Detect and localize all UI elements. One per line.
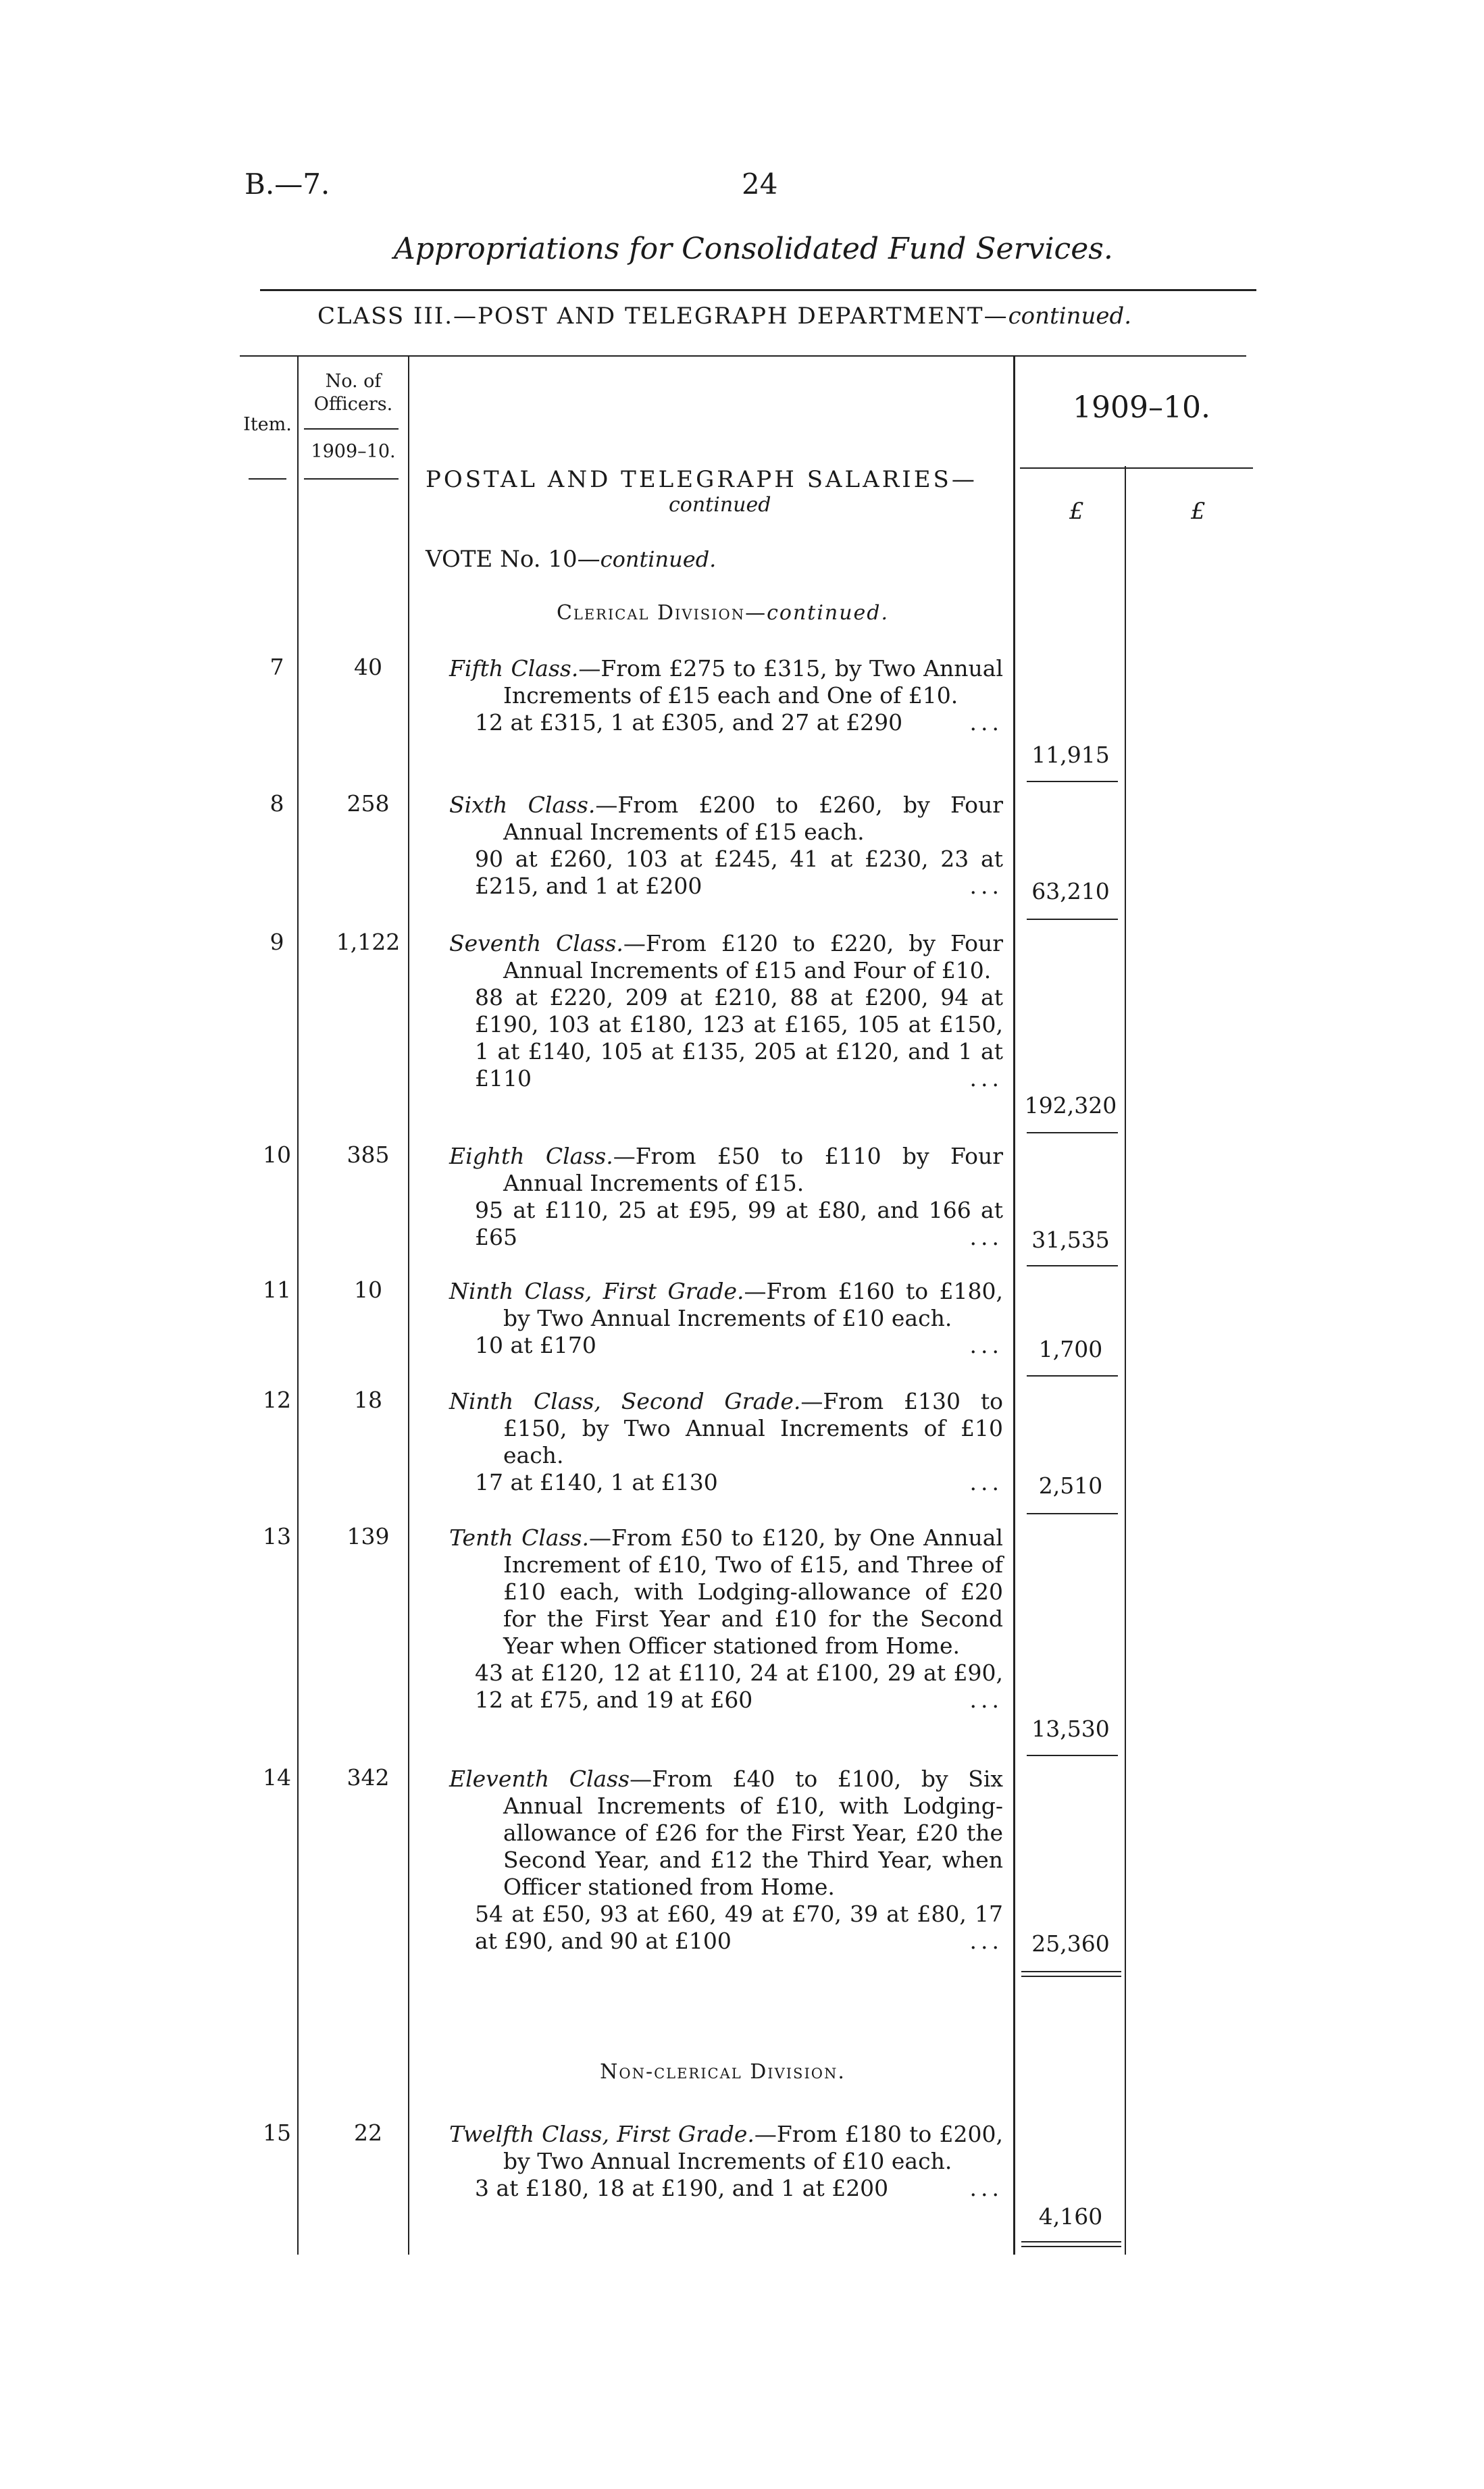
section-continued: continued (669, 493, 771, 517)
column-rule-description (1013, 357, 1015, 2255)
item-number: 14 (263, 1764, 291, 1791)
officer-count: 258 (347, 790, 390, 817)
header-rule (240, 355, 1246, 357)
item-amount: 2,510 (1038, 1472, 1103, 1499)
officer-count: 385 (347, 1141, 390, 1168)
item-amount: 25,360 (1031, 1930, 1110, 1957)
page-number: 24 (742, 168, 778, 201)
amount-rule (1027, 1375, 1118, 1377)
item-amount: 1,700 (1038, 1336, 1103, 1362)
item-amount: 192,320 (1024, 1092, 1117, 1119)
officer-count: 22 (354, 2120, 382, 2146)
item-number: 15 (263, 2120, 291, 2146)
item-description: Fifth Class.—From £275 to £315, by Two Annual Increments of £15 each and One of £10. 12 at £315, 1 at £305, and 27 at £290 ... (449, 655, 1003, 736)
column-rule-officers (408, 357, 409, 2255)
officer-count: 139 (347, 1523, 390, 1549)
officers-year-header: 1909–10. (311, 441, 396, 462)
column-rule-amount (1125, 466, 1126, 2255)
non-clerical-division-heading: Non-clerical Division. (600, 2060, 846, 2084)
year-header-rule (1020, 467, 1253, 469)
total-double-rule (1021, 1976, 1121, 1977)
amount-rule (1027, 1755, 1118, 1756)
officers-dash (304, 478, 399, 480)
officer-count: 10 (354, 1277, 382, 1303)
item-description: Tenth Class.—From £50 to £120, by One Annual Increment of £10, Two of £15, and Three of £10 each, with Lodging-allowance of £20 for the First Year and £10 for the Second Year when Officer stationed from Home. 43 at £120, 12 at £110, 24 at £100, 29 at £90, 12 at £75, and 19 at £60 ... (449, 1524, 1003, 1713)
officer-count: 342 (347, 1764, 390, 1791)
section-title: POSTAL AND TELEGRAPH SALARIES— (426, 466, 977, 493)
officer-count: 18 (354, 1387, 382, 1413)
item-number: 12 (263, 1387, 291, 1413)
total-double-rule (1021, 2246, 1121, 2247)
item-description: Ninth Class, Second Grade.—From £130 to £150, by Two Annual Increments of £10 each. 17 at £140, 1 at £130 ... (449, 1388, 1003, 1495)
pound-sign-left: £ (1069, 498, 1084, 525)
item-number: 13 (263, 1523, 291, 1549)
officer-count: 1,122 (336, 929, 401, 955)
item-number: 7 (270, 654, 284, 680)
top-rule (260, 289, 1256, 291)
item-number: 10 (263, 1141, 291, 1168)
item-number: 11 (263, 1277, 291, 1303)
item-amount: 13,530 (1031, 1716, 1110, 1742)
officers-column-header: No. of Officers. (313, 371, 393, 415)
year-column-header: 1909–10. (1073, 390, 1210, 425)
item-amount: 31,535 (1031, 1227, 1110, 1253)
amount-rule (1027, 1265, 1118, 1266)
item-description: Eleventh Class—From £40 to £100, by Six Annual Increments of £10, with Lodging-allowance of £26 for the First Year, £20 the Second Year, and £12 the Third Year, when Officer stationed from Home. 54 at £50, 93 at £60, 49 at £70, 39 at £80, 17 at £90, and 90 at £100 ... (449, 1766, 1003, 1954)
total-double-rule (1021, 1971, 1121, 1972)
officer-count: 40 (354, 654, 382, 680)
item-description: Seventh Class.—From £120 to £220, by Four Annual Increments of £15 and Four of £10. 88 at £220, 209 at £210, 88 at £200, 94 at £190, 103 at £180, 123 at £165, 105 at £150, 1 at £140, 105 at £135, 205 at £120, and 1 at £110 ... (449, 930, 1003, 1092)
amount-rule (1027, 919, 1118, 920)
document-reference: B.—7. (245, 168, 330, 201)
class-heading: CLASS III.—POST AND TELEGRAPH DEPARTMENT—continued. (317, 303, 1132, 330)
total-double-rule (1021, 2241, 1121, 2242)
pound-sign-right: £ (1191, 498, 1206, 525)
vote-heading: VOTE No. 10—continued. (426, 546, 717, 573)
item-description: Ninth Class, First Grade.—From £160 to £180, by Two Annual Increments of £10 each. 10 at £170 ... (449, 1278, 1003, 1358)
officers-header-rule (304, 428, 399, 430)
item-description: Eighth Class.—From £50 to £110 by Four Annual Increments of £15. 95 at £110, 25 at £95, 99 at £80, and 166 at £65 ... (449, 1143, 1003, 1250)
amount-rule (1027, 781, 1118, 782)
item-dash (249, 478, 286, 480)
amount-rule (1027, 1513, 1118, 1514)
page-subtitle: Appropriations for Consolidated Fund Services. (394, 232, 1113, 266)
clerical-division-heading: Clerical Division—continued. (556, 601, 890, 625)
amount-rule (1027, 1132, 1118, 1133)
item-description: Sixth Class.—From £200 to £260, by Four Annual Increments of £15 each. 90 at £260, 103 at £245, 41 at £230, 23 at £215, and 1 at £200 ... (449, 792, 1003, 899)
column-rule-item (297, 357, 299, 2255)
item-amount: 4,160 (1038, 2203, 1103, 2230)
item-column-header: Item. (243, 414, 292, 435)
item-description: Twelfth Class, First Grade.—From £180 to £200, by Two Annual Increments of £10 each. 3 at £180, 18 at £190, and 1 at £200 ... (449, 2121, 1003, 2201)
item-number: 8 (270, 790, 284, 817)
item-amount: 11,915 (1031, 742, 1110, 768)
item-amount: 63,210 (1031, 878, 1110, 904)
item-number: 9 (270, 929, 284, 955)
